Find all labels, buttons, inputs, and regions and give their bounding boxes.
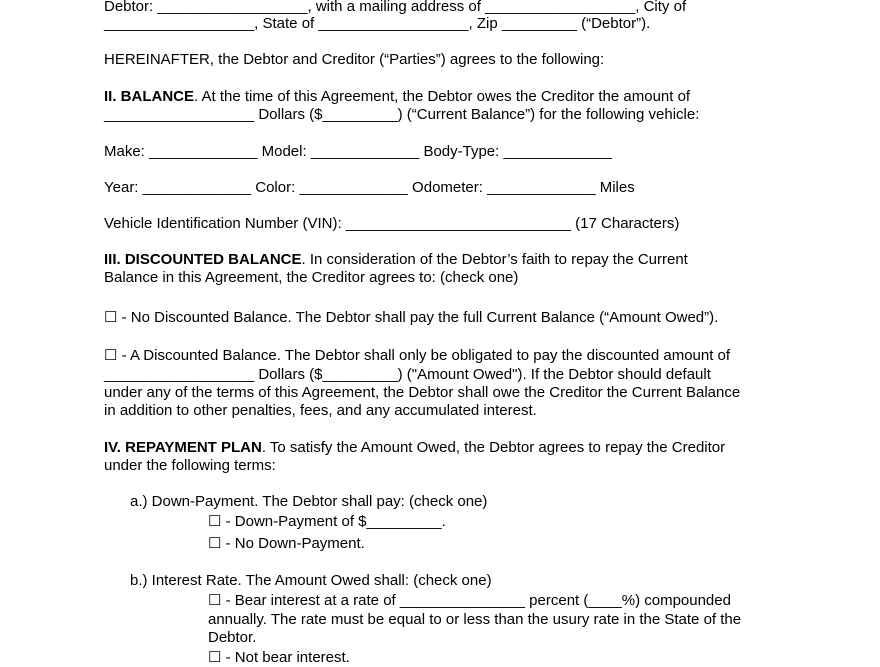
discount-option-line-2: __________________ Dollars ($_________) ("Amount Owed"). If the Debtor should default bbox=[104, 366, 711, 383]
interest-option-bear-line-2: annually. The rate must be equal to or less than the usury rate in the State of the bbox=[208, 611, 742, 628]
repayment-heading: IV. REPAYMENT PLAN bbox=[104, 439, 262, 456]
discounted-section-line-2: Balance in this Agreement, the Creditor agrees to: (check one) bbox=[104, 269, 519, 286]
hereinafter-clause: HEREINAFTER, the Debtor and Creditor (“Parties”) agrees to the following: bbox=[104, 51, 605, 68]
vehicle-vin-line: Vehicle Identification Number (VIN): ___________________________ (17 Characters) bbox=[104, 215, 680, 232]
interest-option-bear[interactable]: ☐ - Bear interest at a rate of _______________ percent (____%) compounded bbox=[208, 592, 731, 609]
down-payment-heading: a.) Down-Payment. The Debtor shall pay: (check one) bbox=[130, 493, 488, 510]
vehicle-make-line: Make: _____________ Model: _____________ Body-Type: _____________ bbox=[104, 143, 612, 160]
discounted-section-line-1 bbox=[104, 251, 688, 269]
discount-option-line-3: under any of the terms of this Agreement, the Debtor shall owe the Creditor the Current Balance bbox=[104, 384, 741, 401]
interest-option-none[interactable]: ☐ - Not bear interest. bbox=[208, 649, 350, 666]
balance-section-line-1 bbox=[104, 88, 690, 106]
discount-option-discounted[interactable]: ☐ - A Discounted Balance. The Debtor shall only be obligated to pay the discounted amount of bbox=[104, 347, 731, 364]
down-payment-option-none[interactable]: ☐ - No Down-Payment. bbox=[208, 535, 365, 552]
balance-section-line-2: __________________ Dollars ($_________) (“Current Balance”) for the following vehicle: bbox=[104, 106, 700, 123]
repayment-section-line-2: under the following terms: bbox=[104, 457, 276, 474]
repayment-text-1: . To satisfy the Amount Owed, the Debtor agrees to repay the Creditor bbox=[261, 439, 726, 456]
balance-text-1: . At the time of this Agreement, the Debtor owes the Creditor the amount of bbox=[194, 88, 691, 105]
debtor-intro-line-1: Debtor: __________________, with a mailing address of __________________, City of bbox=[104, 0, 687, 15]
discounted-text-1: . In consideration of the Debtor’s faith to repay the Current bbox=[301, 251, 688, 268]
interest-option-bear-line-3: Debtor. bbox=[208, 629, 257, 646]
repayment-section-line-1 bbox=[104, 439, 725, 457]
debtor-intro-line-2: __________________, State of __________________, Zip _________ (“Debtor”). bbox=[104, 15, 651, 32]
interest-rate-heading: b.) Interest Rate. The Amount Owed shall: (check one) bbox=[130, 572, 492, 589]
discount-option-none[interactable]: ☐ - No Discounted Balance. The Debtor shall pay the full Current Balance (“Amount Owed”). bbox=[104, 309, 719, 326]
discounted-heading: III. DISCOUNTED BALANCE bbox=[104, 251, 302, 268]
discount-option-line-4: in addition to other penalties, fees, and any accumulated interest. bbox=[104, 402, 537, 419]
balance-heading: II. BALANCE bbox=[104, 88, 194, 105]
down-payment-option-amount[interactable]: ☐ - Down-Payment of $_________. bbox=[208, 513, 446, 530]
vehicle-year-line: Year: _____________ Color: _____________ Odometer: _____________ Miles bbox=[104, 179, 635, 196]
